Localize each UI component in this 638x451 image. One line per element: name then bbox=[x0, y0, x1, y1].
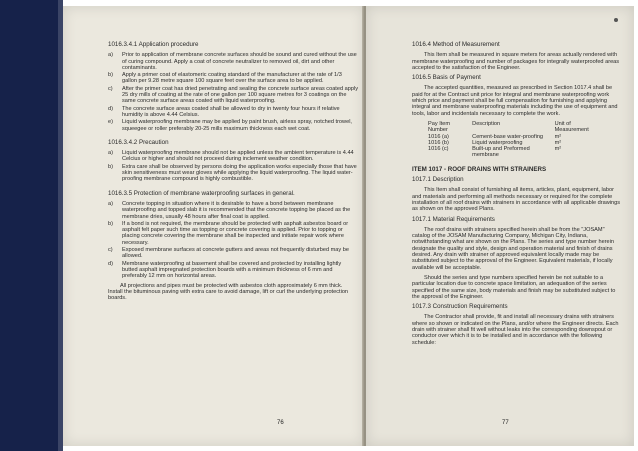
list-item bbox=[108, 164, 358, 183]
table-cell: 1016 (c) bbox=[428, 146, 449, 153]
item-label: b) bbox=[108, 220, 113, 227]
item-text: Prior to application of membrane concrete surfaces should be sound and cured without the use of curing compound. Apply a coat of concrete neutralizer to removed oil, dirt and other contaminants. bbox=[122, 52, 357, 71]
section-heading: 1016.4 Method of Measurement bbox=[412, 41, 500, 48]
table-header: Description bbox=[472, 120, 501, 127]
table-cell: m² bbox=[554, 146, 562, 153]
dark-background-strip bbox=[0, 0, 58, 451]
paragraph: The Contractor shall provide, fit and install all necessary drains with strainers where so shown or indicated on the Plans, and/or where the Engineer directs. Each drain with strainer shall fit well without leaks into the corresponding downspout or conductor over which it is to be installed and in accordance with the following schedule: bbox=[412, 314, 619, 346]
item-label: d) bbox=[108, 260, 113, 267]
list-item bbox=[108, 261, 358, 280]
list-item bbox=[108, 86, 358, 105]
item-label: a) bbox=[108, 150, 113, 157]
left-page-content bbox=[108, 42, 358, 307]
table-header: Pay Item Number bbox=[428, 120, 451, 134]
section-heading: 1016.3.4.1 Application procedure bbox=[108, 41, 199, 48]
paragraph: The roof drains with strainers specified herein shall be from the "JOSAM" catalog of the JOSAM Manufacturing Company, Michigan City, Indiana, notwithstanding what are shown on the Plans. The series and type number herein designate the quality and style, design and operation material and finish of drains desired. Any drain with strainer of approved equivalent locally made may be substituted subject to the approval of the Engineer. Equivalent materials, if locally available will be acceptable. bbox=[412, 226, 615, 271]
item-label: d) bbox=[108, 105, 113, 112]
list-item bbox=[108, 247, 358, 260]
table-cell: Built-up and Preformed membrane bbox=[472, 146, 530, 159]
item-text: Liquid waterproofing membrane should not be applied unless the ambient temperature is 4.44 Celcius or higher and should not proceed during inclement weather condition. bbox=[122, 150, 354, 163]
item-label: c) bbox=[108, 247, 113, 254]
right-page bbox=[366, 6, 634, 446]
list-item bbox=[108, 52, 358, 71]
section-heading: 1016.5 Basis of Payment bbox=[412, 74, 481, 82]
table-header: Unit of Measurement bbox=[554, 120, 589, 134]
item-text: Extra care shall be observed by persons doing the application works especially those that have skin sensitiveness must wear gloves while applying the liquid waterproofing. The liquid water-proofing membrane compound is highly combustible. bbox=[122, 163, 357, 183]
page-number: 77 bbox=[502, 420, 509, 426]
section-heading: 1016.3.4.2 Precaution bbox=[108, 138, 169, 146]
section-heading: 1016.3.5 Protection of membrane waterproofing surfaces in general. bbox=[108, 189, 295, 197]
table-cell: m² bbox=[554, 139, 562, 146]
table-cell: m² bbox=[554, 133, 562, 140]
paragraph: Should the series and type numbers specified herein be not suitable to a particular location due to concrete space limitation, an adequation of the series specified of the same size, body materials and finish may be substituted subject to the approval of the Engineer. bbox=[412, 274, 616, 300]
item-text: Concrete topping in situation where it is desirable to have a bond between membrane waterproofing and topped slab it is recommended that the concrete topping be placed as the membrane dries, usually 48 hours after final coat is applied. bbox=[122, 200, 351, 220]
table-row bbox=[426, 146, 606, 159]
right-page-content bbox=[412, 42, 624, 350]
page-number: 76 bbox=[277, 420, 284, 426]
section-heading: 1017.1 Material Requirements bbox=[412, 215, 495, 223]
item-text: The concrete surface areas coated shall be allowed to dry in twenty four hours if relative humidity is above 4.44 Celsius. bbox=[122, 105, 340, 118]
table-cell: Liquid waterproofing bbox=[472, 139, 523, 146]
list-item bbox=[108, 119, 358, 132]
item-title: ITEM 1017 - ROOF DRAINS WITH STRAINERS bbox=[412, 165, 547, 173]
list-item bbox=[108, 106, 358, 119]
paragraph: The accepted quantities, measured as prescribed in Section 1017.4 shall be paid for at the Contract unit price for integral and membrane waterproofing work which price and payment shall be full compensation for furnishing and applying integral and membrane waterproofing materials including the use of equipment and tools, labor and incidentals necessary to complete the work. bbox=[412, 85, 618, 117]
list-item bbox=[108, 201, 358, 220]
item-label: a) bbox=[108, 52, 113, 59]
list-item bbox=[108, 72, 358, 85]
page-mark bbox=[614, 18, 618, 22]
table-cell: 1016 (b) bbox=[428, 139, 449, 146]
section-heading: 1017.1 Description bbox=[412, 176, 464, 184]
item-text: Exposed membrane surfaces at concrete gutters and areas not frequently disturbed may be allowed. bbox=[122, 247, 349, 260]
item-label: c) bbox=[108, 85, 113, 92]
item-label: a) bbox=[108, 200, 113, 207]
item-label: b) bbox=[108, 72, 113, 79]
item-text: Apply a primer coat of elastomeric coating standard of the manufacturer at the rate of 1/3 gallon per 9.28 metre square 100 square feet over the surface area to be applied. bbox=[122, 72, 342, 85]
table-cell: 1016 (a) bbox=[428, 133, 449, 140]
closing-paragraph: All projections and pipes must be protected with asbestos cloth approximately 6 mm thick. Install the bituminous paving with extra care to avoid damage, lift or curl the underlying protection boards. bbox=[108, 282, 349, 302]
item-text: After the primer coat has dried penetrating and sealing the concrete surface areas coated apply 25 dry mills of coating at the rate of one gallon per 100 square metres for 3 coatings on the same concrete surface areas coated with liquid waterproofing. bbox=[122, 85, 359, 105]
table-header-row bbox=[426, 121, 606, 134]
item-text: If a bond is not required, the membrane should be protected with asphalt asbestos board or asphalt felt paper such time as topping or concrete covering is applied. Prior to topping or placing concrete covering the membrane shall be inspected and initiate repair work where necessary. bbox=[122, 220, 349, 246]
item-label: e) bbox=[108, 119, 113, 126]
table-cell: Cement-base water-proofing bbox=[472, 133, 544, 140]
left-page bbox=[63, 6, 364, 446]
list-item bbox=[108, 221, 358, 246]
list-item bbox=[108, 150, 358, 163]
paragraph: This Item shall be measured in square meters for areas actually rendered with membrane waterproofing and number of packages for integrally waterproofed areas accepted to the satisfaction of the Engineer. bbox=[412, 52, 620, 71]
payment-table bbox=[426, 121, 606, 159]
paragraph: This Item shall consist of furnishing all items, articles, plant, equipment, labor and materials and performing all methods necessary or required for the complete installation of all roof drains with strainers in accordance with all applicable drawings as shown on the approved Plans. bbox=[412, 187, 621, 213]
item-text: Liquid waterproofing membrane may be applied by paint brush, airless spray, notched trowel, squeegee or roller preferably 20-25 mills maximum thickness each wet coat. bbox=[122, 119, 352, 132]
item-label: b) bbox=[108, 163, 113, 170]
item-text: Membrane waterproofing at basement shall be covered and protected by installing lightly butted asphalt impregnated protection boards with a minimum thickness of 6 mm and preferably 12 mm on horizontal areas. bbox=[122, 260, 342, 280]
section-heading: 1017.3 Construction Requirements bbox=[412, 303, 508, 311]
